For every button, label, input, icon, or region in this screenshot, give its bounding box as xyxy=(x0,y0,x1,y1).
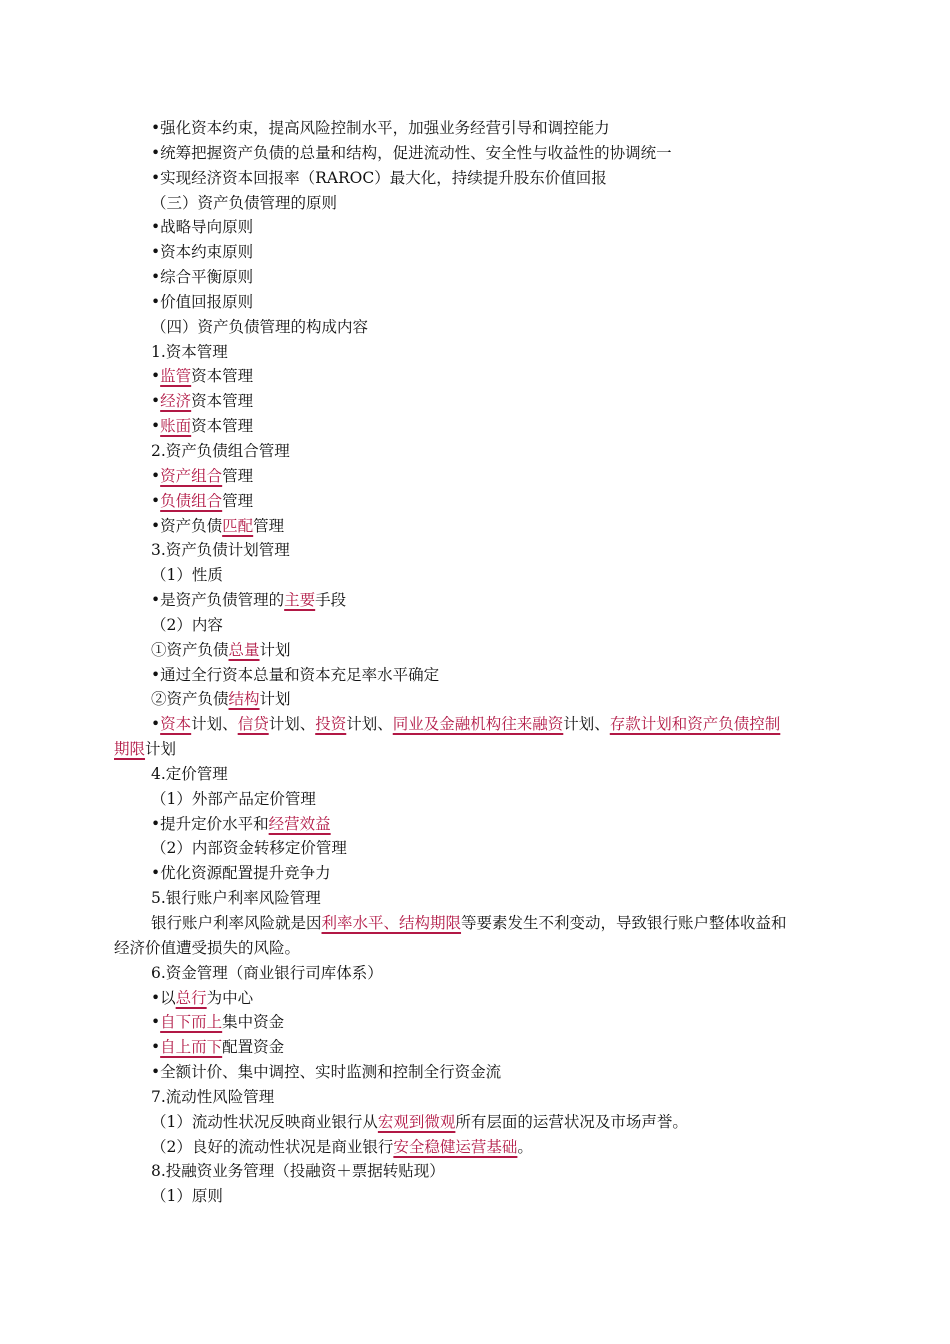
text-segment: 所有层面的运营状况及市场声誉。 xyxy=(455,1112,688,1131)
text-line xyxy=(0,141,950,166)
text-line xyxy=(0,1035,950,1060)
text-line xyxy=(0,836,950,861)
text-line xyxy=(0,812,950,837)
text-segment: 经济价值遭受损失的风险。 xyxy=(114,938,301,957)
highlighted-term: 期限 xyxy=(114,740,146,759)
highlighted-term: 信贷 xyxy=(237,715,269,734)
text-line xyxy=(0,116,950,141)
text-segment: • xyxy=(151,466,161,485)
text-segment: • xyxy=(151,1038,161,1057)
highlighted-term: 利率水平、结构期限 xyxy=(321,914,462,932)
text-segment: • xyxy=(151,417,161,436)
text-segment: •提升定价水平和 xyxy=(151,814,269,833)
text-segment: （2）良好的流动性状况是商业银行 xyxy=(151,1137,394,1156)
text-segment: 4.定价管理 xyxy=(151,764,228,783)
highlighted-term: 资本 xyxy=(160,715,192,734)
text-line xyxy=(0,389,950,414)
text-segment: • xyxy=(151,392,161,411)
text-line xyxy=(0,290,950,315)
text-segment: （1）性质 xyxy=(151,566,223,585)
text-segment: 手段 xyxy=(315,591,347,610)
text-segment: （四）资产负债管理的构成内容 xyxy=(151,317,369,336)
highlighted-term: 总量 xyxy=(228,640,260,659)
text-segment: 集中资金 xyxy=(222,1013,285,1032)
text-line xyxy=(0,240,950,265)
text-segment: 银行账户利率风险就是因 xyxy=(151,914,322,932)
text-line xyxy=(0,563,950,588)
highlighted-term: 宏观到微观 xyxy=(377,1112,456,1131)
text-segment: （三）资产负债管理的原则 xyxy=(151,193,338,212)
text-segment: 3.资产负债计划管理 xyxy=(151,541,290,560)
text-segment: 资本管理 xyxy=(191,367,254,386)
text-segment: 1.资本管理 xyxy=(151,342,228,361)
text-line xyxy=(0,911,950,936)
text-line xyxy=(0,861,950,886)
text-segment: 管理 xyxy=(222,466,254,485)
text-segment: 8.投融资业务管理（投融资＋票据转贴现） xyxy=(151,1162,445,1181)
highlighted-term: 经济 xyxy=(160,392,192,411)
text-segment: 计划 xyxy=(259,640,291,659)
text-line xyxy=(0,489,950,514)
text-segment: • xyxy=(151,1013,161,1032)
highlighted-term: 自上而下 xyxy=(160,1038,223,1057)
text-line xyxy=(0,687,950,712)
highlighted-term: 主要 xyxy=(284,591,316,610)
text-line xyxy=(0,315,950,340)
highlighted-term: 同业及金融机构往来融资 xyxy=(392,715,564,734)
text-segment: 为中心 xyxy=(206,988,254,1007)
text-line xyxy=(0,613,950,638)
text-segment: 计划、 xyxy=(563,715,610,734)
text-segment: 资本管理 xyxy=(191,417,254,436)
text-segment: • xyxy=(151,367,161,386)
highlighted-term: 匹配 xyxy=(222,516,254,535)
text-segment: •统筹把握资产负债的总量和结构，促进流动性、安全性与收益性的协调统一 xyxy=(151,143,672,162)
text-line xyxy=(0,1159,950,1184)
text-segment: •资产负债 xyxy=(151,516,223,535)
text-segment: •全额计价、集中调控、实时监测和控制全行资金流 xyxy=(151,1063,502,1082)
text-line xyxy=(0,961,950,986)
text-segment: •资本约束原则 xyxy=(151,243,254,262)
text-segment: 7.流动性风险管理 xyxy=(151,1087,275,1106)
text-segment: 6.资金管理（商业银行司库体系） xyxy=(151,963,383,982)
text-segment: •战略导向原则 xyxy=(151,218,254,237)
highlighted-term: 经营效益 xyxy=(268,814,331,833)
text-line xyxy=(0,663,950,688)
text-segment: •通过全行资本总量和资本充足率水平确定 xyxy=(151,665,440,684)
text-segment: 配置资金 xyxy=(222,1038,285,1057)
text-segment: •综合平衡原则 xyxy=(151,268,254,287)
text-line xyxy=(0,538,950,563)
text-segment: 管理 xyxy=(222,491,254,510)
text-line xyxy=(0,638,950,663)
text-segment: （2）内容 xyxy=(151,615,223,634)
highlighted-term: 总行 xyxy=(175,988,207,1007)
text-segment: 管理 xyxy=(253,516,285,535)
text-line xyxy=(0,737,950,762)
text-line xyxy=(0,1060,950,1085)
text-segment: •强化资本约束，提高风险控制水平，加强业务经营引导和调控能力 xyxy=(151,119,610,137)
text-segment: 。 xyxy=(517,1137,533,1156)
text-segment: 计划 xyxy=(259,690,291,709)
text-segment: •优化资源配置提升竞争力 xyxy=(151,864,331,883)
text-line xyxy=(0,588,950,613)
text-line xyxy=(0,886,950,911)
text-line xyxy=(0,1110,950,1135)
text-line xyxy=(0,265,950,290)
text-line xyxy=(0,712,950,737)
text-segment: •是资产负债管理的 xyxy=(151,591,285,610)
text-line xyxy=(0,1135,950,1160)
text-line xyxy=(0,762,950,787)
text-line xyxy=(0,1184,950,1209)
text-line xyxy=(0,439,950,464)
text-segment: （1）原则 xyxy=(151,1187,223,1206)
text-segment: ②资产负债 xyxy=(151,690,229,709)
text-segment: ①资产负债 xyxy=(151,640,229,659)
text-segment: 计划、 xyxy=(268,715,316,734)
text-line xyxy=(0,514,950,539)
text-segment: • xyxy=(151,715,161,734)
document-body xyxy=(0,116,950,1209)
text-segment: 计划、 xyxy=(346,715,393,734)
text-segment: （1）流动性状况反映商业银行从 xyxy=(151,1112,378,1131)
highlighted-term: 自下而上 xyxy=(160,1013,223,1032)
highlighted-term: 监管 xyxy=(160,367,192,386)
text-segment: 2.资产负债组合管理 xyxy=(151,441,290,460)
text-segment: 计划、 xyxy=(191,715,238,734)
text-line xyxy=(0,936,950,961)
highlighted-term: 安全稳健运营基础 xyxy=(393,1137,518,1156)
text-segment: （1）外部产品定价管理 xyxy=(151,789,316,808)
text-segment: 资本管理 xyxy=(191,392,254,411)
text-line xyxy=(0,340,950,365)
text-line xyxy=(0,414,950,439)
text-segment: • xyxy=(151,491,161,510)
text-segment: （2）内部资金转移定价管理 xyxy=(151,839,347,858)
text-segment: •价值回报原则 xyxy=(151,292,254,311)
text-line xyxy=(0,364,950,389)
text-line xyxy=(0,166,950,191)
text-line xyxy=(0,1085,950,1110)
text-line xyxy=(0,787,950,812)
text-segment: 计划 xyxy=(145,740,177,759)
highlighted-term: 负债组合 xyxy=(160,491,223,510)
text-segment: •实现经济资本回报率（RAROC）最大化，持续提升股东价值回报 xyxy=(151,168,607,187)
text-segment: •以 xyxy=(151,988,176,1007)
text-line xyxy=(0,464,950,489)
highlighted-term: 账面 xyxy=(160,417,192,436)
highlighted-term: 资产组合 xyxy=(160,466,223,485)
text-line xyxy=(0,191,950,216)
text-segment: 5.银行账户利率风险管理 xyxy=(151,889,321,908)
highlighted-term: 存款计划和资产负债控制 xyxy=(609,715,781,734)
text-line xyxy=(0,215,950,240)
highlighted-term: 结构 xyxy=(228,690,260,709)
text-line xyxy=(0,1010,950,1035)
text-segment: 等要素发生不利变动，导致银行账户整体收益和 xyxy=(461,914,787,932)
highlighted-term: 投资 xyxy=(315,715,347,734)
text-line xyxy=(0,986,950,1011)
